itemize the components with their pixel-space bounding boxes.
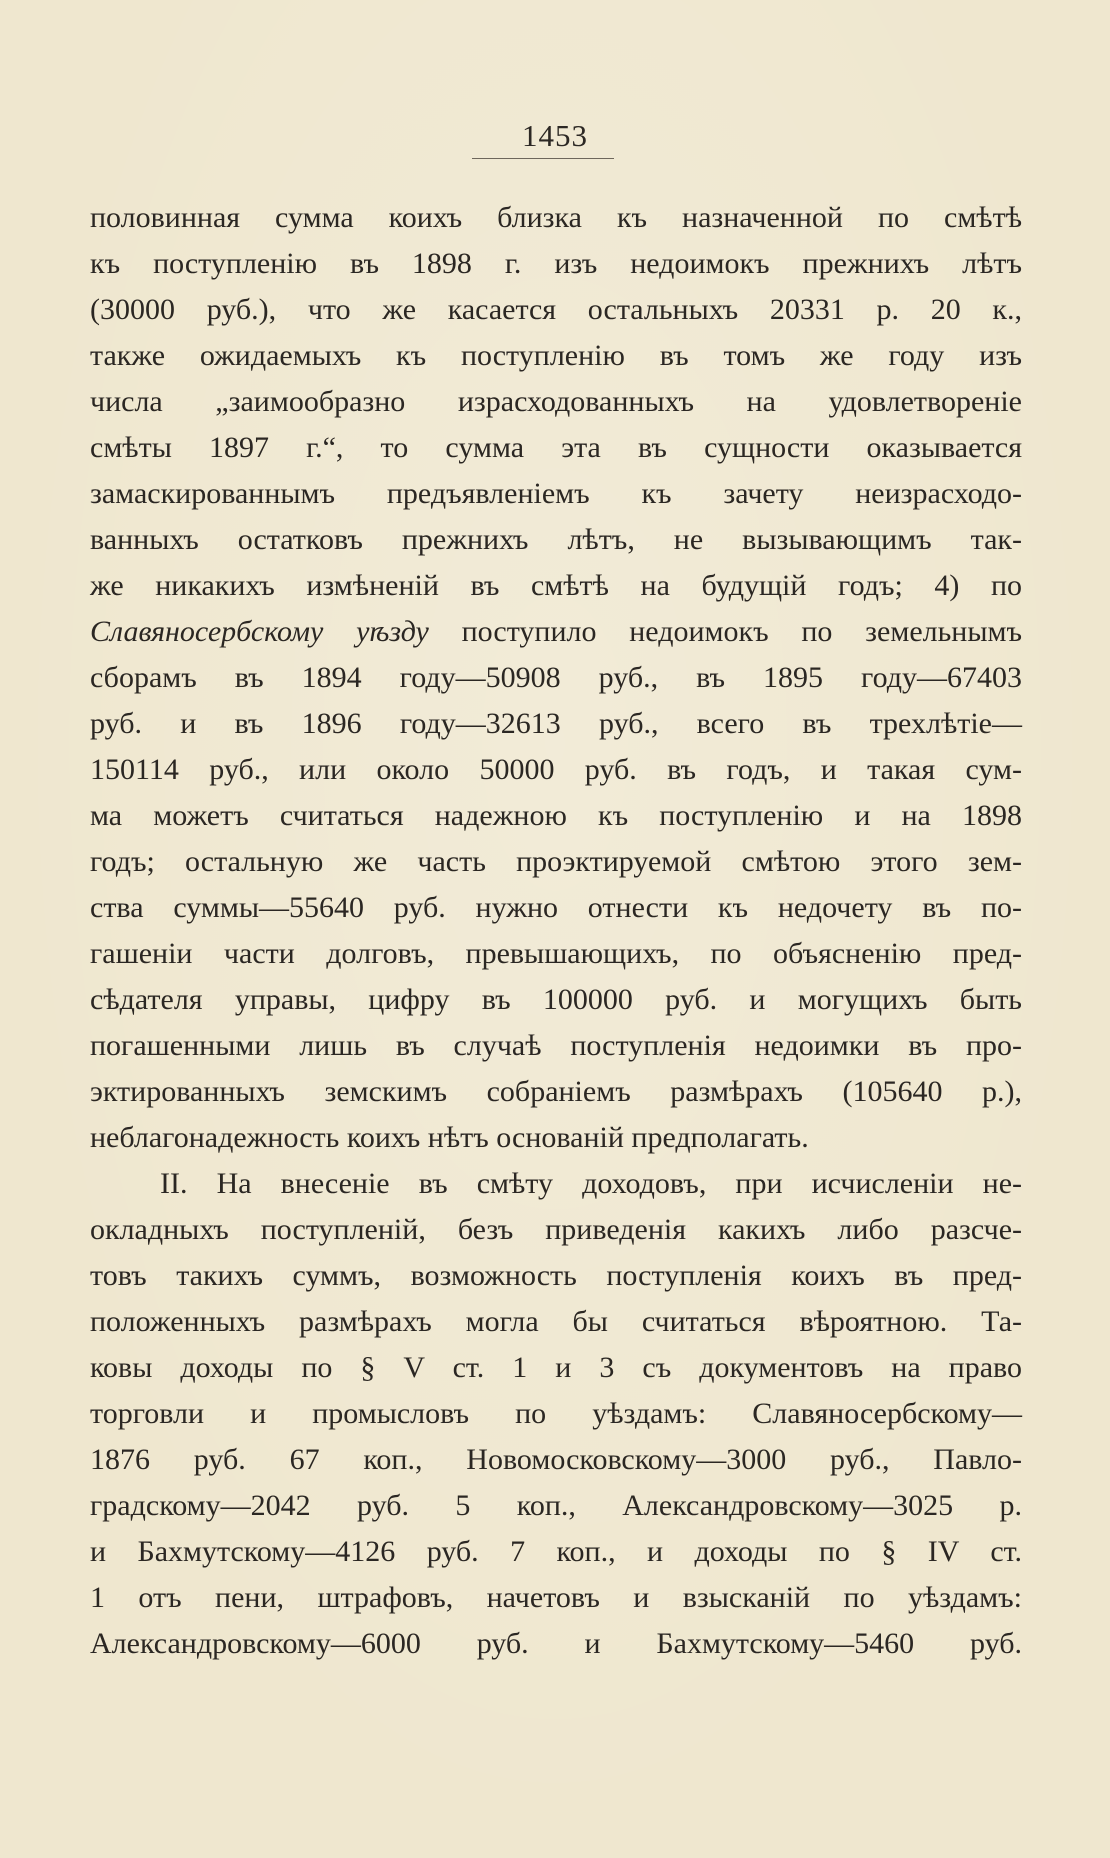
text-line-26: ковы доходы по § V ст. 1 и 3 съ документовъ на право (90, 1351, 1022, 1384)
text-line-5: числа „заимообразно израсходованныхъ на удовлетвореніе (90, 385, 1022, 418)
text-line-7: замаскированнымъ предъявленіемъ къ зачету неизрасходо- (90, 477, 1022, 510)
text-line-14: ма можетъ считаться надежною къ поступленію и на 1898 (90, 799, 1022, 832)
text-line-9: же никакихъ измѣненій въ смѣтѣ на будущій годъ; 4) по (90, 569, 1022, 602)
text-line-29: градскому—2042 руб. 5 коп., Александровскому—3025 р. (90, 1489, 1022, 1522)
text-line-28: 1876 руб. 67 коп., Новомосковскому—3000 руб., Павло- (90, 1443, 1022, 1476)
text-line-32: Александровскому—6000 руб. и Бахмутскому—5460 руб. (90, 1627, 1022, 1660)
text-line-16: ства суммы—55640 руб. нужно отнести къ недочету въ по- (90, 891, 1022, 924)
text-line-8: ванныхъ остатковъ прежнихъ лѣтъ, не вызывающимъ так- (90, 523, 1022, 556)
italic-phrase: Славяносербскому уѣзду (90, 615, 429, 648)
text-line-19: погашенными лишь въ случаѣ поступленія недоимки въ про- (90, 1029, 1022, 1062)
text-line-15: годъ; остальную же часть проэктируемой смѣтою этого зем- (90, 845, 1022, 878)
text-line-1: половинная сумма коихъ близка къ назначенной по смѣтѣ (90, 201, 1022, 234)
text-line-31: 1 отъ пени, штрафовъ, начетовъ и взысканій по уѣздамъ: (90, 1581, 1022, 1614)
text-line-12: руб. и въ 1896 году—32613 руб., всего въ трехлѣтіе— (90, 707, 1022, 740)
text-line-2: къ поступленію въ 1898 г. изъ недоимокъ прежнихъ лѣтъ (90, 247, 1022, 280)
text-line-24: товъ такихъ суммъ, возможность поступленія коихъ въ пред- (90, 1259, 1022, 1292)
text-line-4: также ожидаемыхъ къ поступленію въ томъ же году изъ (90, 339, 1022, 372)
text-line-27: торговли и промысловъ по уѣздамъ: Славяносербскому— (90, 1397, 1022, 1430)
text-line-21: неблагонадежность коихъ нѣтъ основаній предполагать. (90, 1121, 809, 1154)
header-rule (472, 158, 614, 159)
text-line-20: эктированныхъ земскимъ собраніемъ размѣрахъ (105640 р.), (90, 1075, 1022, 1108)
text-line-30: и Бахмутскому—4126 руб. 7 коп., и доходы по § IV ст. (90, 1535, 1022, 1568)
text-line-10 (90, 609, 1022, 655)
text-line-25: положенныхъ размѣрахъ могла бы считаться вѣроятною. Та- (90, 1305, 1022, 1338)
body-text (90, 195, 1022, 1667)
text-line-18: сѣдателя управы, цифру въ 100000 руб. и могущихъ быть (90, 983, 1022, 1016)
text-line-17: гашеніи части долговъ, превышающихъ, по объясненію пред- (90, 937, 1022, 970)
text-line-22: II. На внесеніе въ смѣту доходовъ, при исчисленіи не- (160, 1167, 1022, 1200)
text-line-3: (30000 руб.), что же касается остальныхъ 20331 р. 20 к., (90, 293, 1022, 326)
text-line-23: окладныхъ поступленій, безъ приведенія какихъ либо разсче- (90, 1213, 1022, 1246)
text-line-11: сборамъ въ 1894 году—50908 руб., въ 1895 году—67403 (90, 661, 1022, 694)
page-header (0, 118, 1110, 154)
text-line-6: смѣты 1897 г.“, то сумма эта въ сущности оказывается (90, 431, 1022, 464)
page-number: 1453 (522, 118, 588, 153)
text-line-13: 150114 руб., или около 50000 руб. въ годъ, и такая сум- (90, 753, 1022, 786)
text-line-10-rest: поступило недоимокъ по земельнымъ (461, 615, 1022, 648)
